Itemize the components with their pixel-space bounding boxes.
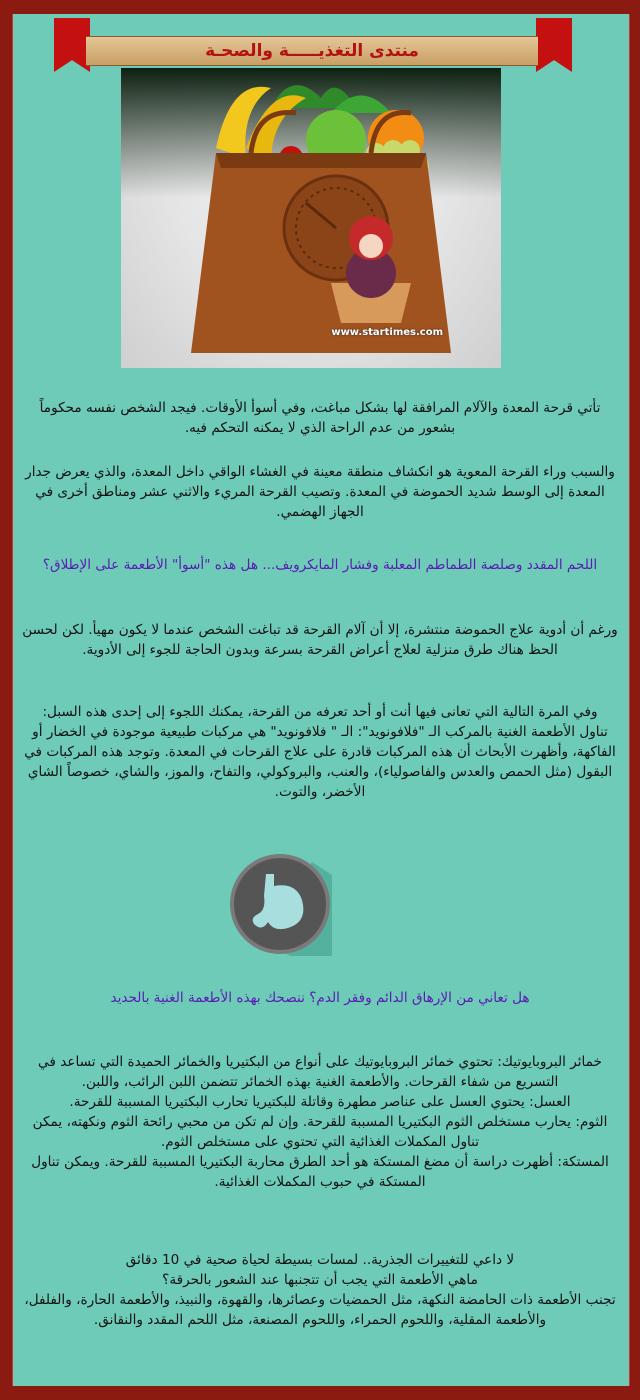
article-link-2[interactable]: [22, 988, 618, 1008]
fruit-bag-illustration: [121, 68, 501, 368]
article-paragraph-3: [22, 620, 618, 660]
related-article-link-1[interactable]: اللحم المقدد وصلصة الطماطم المعلبة وفشار المايكرويف... هل هذه "أسوأ" الأطعمة على الإطلاق؟: [42, 557, 598, 573]
paragraph-intro: تأتي قرحة المعدة والآلام المرافقة لها بشكل مباغت، وفي أسوأ الأوقات. فيجد الشخص نفسه محكوماً بشعور من عدم الراحة الذي لا يمكنه التحكم فيه.: [39, 400, 601, 436]
article-paragraph-5: [22, 1052, 618, 1192]
article-link-1[interactable]: [22, 555, 618, 575]
forum-title: منتدى التغذيـــــة والصحـة: [205, 41, 419, 61]
article-paragraph-4: [22, 702, 618, 802]
article-paragraph-2: [22, 462, 618, 522]
paragraph-mastic: المستكة: أظهرت دراسة أن مضغ المستكة هو أحد الطرق محاربة البكتيريا المسببة للقرحة. ويمكن تناول المستكة في حبوب المكملات الغذائية.: [31, 1154, 609, 1190]
paragraph-honey: العسل: يحتوي العسل على عناصر مطهرة وقاتلة للبكتيريا تحارب البكتيريا المسببة للقرحة.: [69, 1094, 571, 1110]
forum-title-banner: [86, 36, 538, 66]
paragraph-remedies-intro: ورغم أن أدوية علاج الحموضة منتشرة، إلا أن آلام القرحة قد تباغت الشخص عندما لا يكون مهيأ. لكن لحسن الحظ هناك طرق منزلية لعلاج أعراض القرحة بسرعة وبدون الحاجة للجوء إلى الأدوية.: [22, 622, 618, 658]
paragraph-flavonoids: تناول الأطعمة الغنية بالمركب الـ "فلافونويد": الـ " فلافونويد" هي مركبات طبيعية موجودة في الخضار أو الفاكهة، وأظهرت الأبحاث أن هذه المركبات قادرة على علاج القرحات في المعدة. وتوجد هذه المركبات في البقول (مثل الحمص والعدس والفاصولياء)، والعنب، والبروكولي، والتفاح، والموز، والشاي، خصوصاً الشاي الأخضر، والتوت.: [24, 724, 616, 800]
paragraph-probiotics: خمائر البروبايوتيك: تحتوي خمائر البروبايوتيك على أنواع من البكتيريا والخمائر الحميدة التي تساعد في التسريع من شفاء القرحات. والأطعمة الغنية بهذه الخمائر تتضمن اللبن الرائب، واللبن.: [38, 1054, 602, 1090]
stomach-icon: [228, 852, 332, 956]
related-article-link-2[interactable]: هل تعاني من الإرهاق الدائم وفقر الدم؟ ننصحك بهذه الأطعمة الغنية بالحديد: [110, 990, 530, 1006]
paragraph-simple-tips: لا داعي للتغييرات الجذرية.. لمسات بسيطة لحياة صحية في 10 دقائق: [125, 1252, 515, 1268]
paragraph-avoid-foods: تجنب الأطعمة ذات الحامضة النكهة، مثل الحمضيات وعصائرها، والقهوة، والنبيذ، والأطعمة الحارة، والفلفل، والأطعمة المقلية، واللحوم الحمراء، واللحوم المصنعة، مثل اللحم المقدد والنقانق.: [24, 1292, 616, 1328]
paragraph-next-time: وفي المرة التالية التي تعانى فيها أنت أو أحد تعرفه من القرحة، يمكنك اللجوء إلى إحدى هذه السبل:: [42, 704, 598, 720]
article-paragraph-1: [22, 398, 618, 438]
paragraph-cause: والسبب وراء القرحة المعوية هو انكشاف منطقة معينة في الغشاء الواقي داخل المعدة، والذي يعرض جدار المعدة إلى الوسط شديد الحموضة في المعدة. وتصيب القرحة المريء والاثني عشر ومناطق أخرى في الجهاز الهضمي.: [25, 464, 615, 520]
paragraph-garlic: الثوم: يحارب مستخلص الثوم البكتيريا المسببة للقرحة. وإن لم تكن من محبي رائحة الثوم ونكهته، يمكن تناول المكملات الغذائية التي تحتوي على مستخلص الثوم.: [32, 1114, 608, 1150]
hero-image-fruit-bag: [121, 68, 501, 368]
watermark-text: www.startimes.com: [331, 327, 443, 338]
paragraph-avoid-question: ماهي الأطعمة التي يجب أن تتجنبها عند الشعور بالحرقة؟: [162, 1272, 478, 1288]
article-paragraph-6: [22, 1250, 618, 1330]
